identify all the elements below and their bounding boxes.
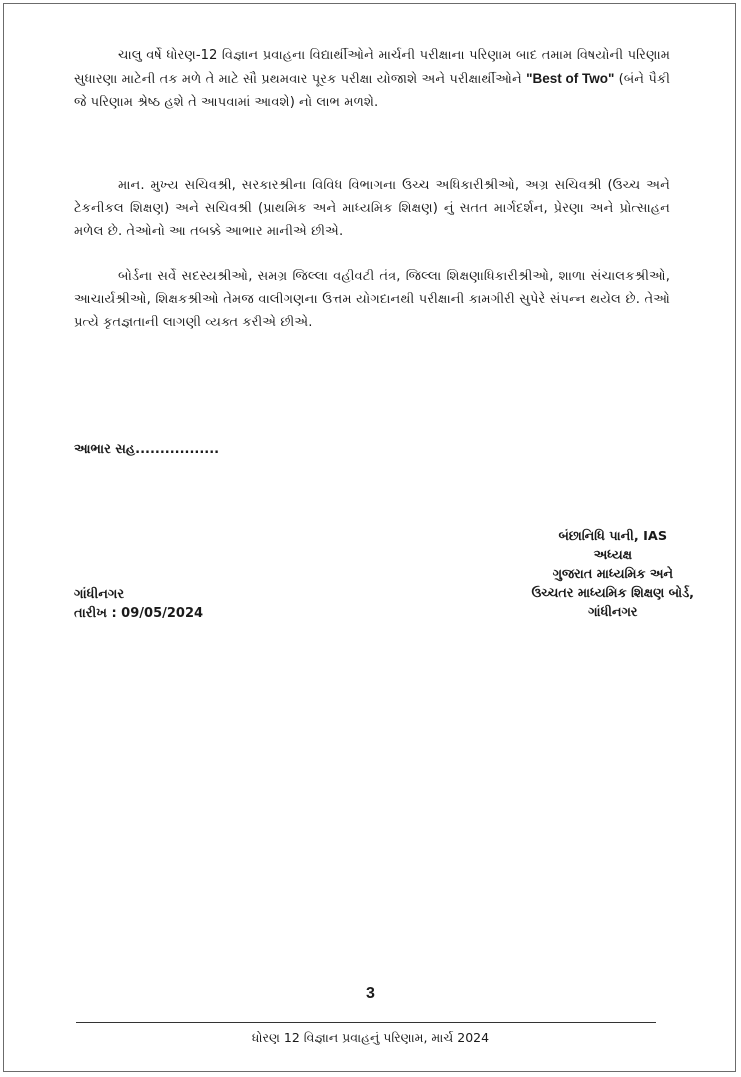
footer-divider <box>76 1022 656 1023</box>
signatory-org-line-2: ઉચ્ચતર માધ્યમિક શિક્ષણ બોર્ડ, <box>531 586 694 601</box>
paragraph-thanks-officials <box>74 174 670 243</box>
signature-block <box>532 527 695 622</box>
footer-title: ધોરણ 12 વિજ્ઞાન પ્રવાહનું પરિણામ, માર્ચ 2024 <box>251 1030 490 1045</box>
paragraph-3-text: બોર્ડના સર્વે સદસ્યશ્રીઓ, સમગ્ર જિલ્લા વહીવટી તંત્ર, જિલ્લા શિક્ષણાધિકારીશ્રીઓ, શાળા સંચાલકશ્રીઓ, આચાર્યશ્રીઓ, શિક્ષકશ્રીઓ તેમજ વાલીગણના ઉત્તમ યોગદાનથી પરીક્ષાની કામગીરી સુપેરે સંપન્ન થયેલ છે. તેઓ પ્રત્યે કૃતજ્ઞતાની લાગણી વ્યક્ત કરીએ છીએ. <box>74 269 670 330</box>
paragraph-1-text-start: ચાલુ વર્ષે ધોરણ-12 વિજ્ઞાન પ્રવાહના વિદ્યાર્થીઓને માર્ચની પરીક્ષાના પરિણામ બાદ તમામ વિષયોની પરિણામ સુધારણા માટેની તક મળે તે માટે સૌ પ્રથમવાર પૂરક પરીક્ષા યોજાશે અને પરીક્ષાર્થીઓને <box>74 48 670 87</box>
place-date-block <box>74 585 203 623</box>
page-number: 3 <box>366 985 375 1002</box>
signatory-org-line-1: ગુજરાત માધ્યમિક અને <box>552 567 673 582</box>
signatory-name: બંછાનિધિ પાની, IAS <box>558 529 668 544</box>
paragraph-supplementary-exam <box>74 44 670 114</box>
date: તારીખ : 09/05/2024 <box>74 606 204 621</box>
paragraph-2-text: માન. મુખ્ય સચિવશ્રી, સરકારશ્રીના વિવિધ વિભાગના ઉચ્ચ અધિકારીશ્રીઓ, અગ્ર સચિવશ્રી (ઉચ્ચ અને ટેકનીકલ શિક્ષણ) અને સચિવશ્રી (પ્રાથમિક અને માધ્યમિક શિક્ષણ) નું સતત માર્ગદર્શન, પ્રેરણા અને પ્રોત્સાહન મળેલ છે. તેઓનો આ તબક્કે આભાર માનીએ છીએ. <box>74 178 670 239</box>
place: ગાંધીનગર <box>74 587 125 602</box>
signatory-designation: અધ્યક્ષ <box>593 548 632 563</box>
paragraph-1-text-end: (બંને પૈકી જે પરિણામ શ્રેષ્ઠ હશે તે આપવામાં આવશે) નો લાભ મળશે. <box>74 72 670 110</box>
paragraph-thanks-board <box>74 265 670 334</box>
closing-salutation: આભાર સહ................. <box>74 442 220 457</box>
signatory-city: ગાંધીનગર <box>588 605 638 620</box>
best-of-two-phrase: "Best of Two" <box>526 71 615 86</box>
